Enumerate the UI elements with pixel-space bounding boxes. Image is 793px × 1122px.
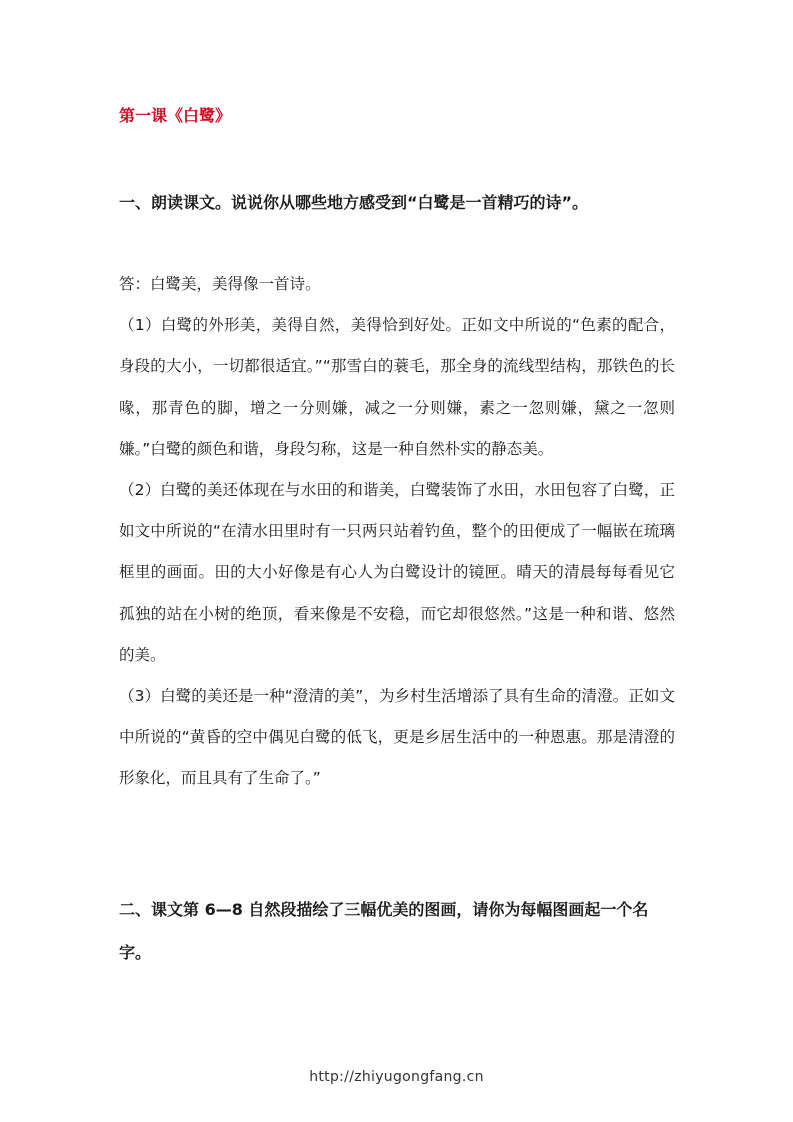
question-2: 二、课文第 6—8 自然段描绘了三幅优美的图画，请你为每幅图画起一个名字。 bbox=[119, 900, 649, 962]
answer-lead: 答：白鹭美，美得像一首诗。 bbox=[119, 275, 321, 293]
lesson-title: 第一课《白鹭》 bbox=[119, 106, 232, 125]
question-1: 一、朗读课文。说说你从哪些地方感受到“白鹭是一首精巧的诗”。 bbox=[119, 193, 589, 212]
footer-url: http://zhiyugongfang.cn bbox=[309, 1069, 484, 1085]
answer-paragraph-3: （3）白鹭的美还是一种“澄清的美”，为乡村生活增添了具有生命的清澄。正如文中所说的“黄昏的空中偶见白鹭的低飞，更是乡居生活中的一种恩惠。那是清澄的形象化，而且具有了生命了。” bbox=[119, 687, 675, 788]
answer-block bbox=[119, 264, 675, 800]
answer-paragraph-1: （1）白鹭的外形美，美得自然，美得恰到好处。正如文中所说的“色素的配合，身段的大小，一切都很适宜。”“那雪白的蓑毛，那全身的流线型结构，那铁色的长喙，那青色的脚，增之一分则嫌，减之一分则嫌，素之一忽则嫌，黛之一忽则嫌。”白鹭的颜色和谐，身段匀称，这是一种自然朴实的静态美。 bbox=[119, 316, 675, 458]
answer-paragraph-2: （2）白鹭的美还体现在与水田的和谐美，白鹭装饰了水田，水田包容了白鹭，正如文中所说的“在清水田里时有一只两只站着钓鱼，整个的田便成了一幅嵌在琉璃框里的画面。田的大小好像是有心人为白鹭设计的镜匣。晴天的清晨每每看见它孤独的站在小树的绝顶，看来像是不安稳，而它却很悠然。”这是一种和谐、悠然的美。 bbox=[119, 481, 675, 664]
